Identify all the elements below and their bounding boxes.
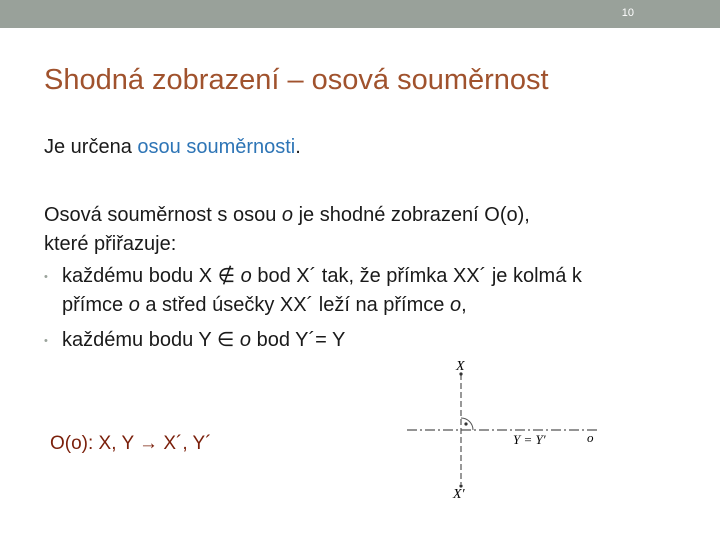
intro-line [44,135,301,159]
slide-title: Shodná zobrazení – osová souměrnost [44,64,549,96]
slide-number: 10 [621,7,634,19]
def-axis-o: o [281,204,294,226]
top-bar [0,0,720,28]
b1-l2-o2: o [449,294,462,316]
right-angle-dot [464,422,467,425]
intro-highlight: osou souměrnosti [137,136,296,158]
b2-axis-o: o [239,329,252,351]
element-symbol: ∈ [216,329,235,351]
bullet-1-line-2 [62,293,467,317]
bullet-2-line-1 [62,328,345,352]
not-element-symbol: ∉ [217,265,236,287]
intro-text: Je určena [44,136,138,158]
b2-text-a: každému bodu Y [62,329,217,351]
def-text-a: Osová souměrnost s osou [44,204,282,226]
intro-end: . [295,136,301,158]
b1-text-a: každému bodu X [62,265,218,287]
bullet-marker: • [44,271,48,283]
b2-text-c: bod Y´= Y [251,329,346,351]
b1-axis-o: o [240,265,252,287]
b1-l2-o: o [128,294,140,316]
label-axis-o: o [587,430,594,445]
b1-l2-a: přímce [62,294,129,316]
label-x-prime: X′ [453,487,465,502]
axial-symmetry-diagram [405,352,605,502]
label-y-equals-y-prime: Y = Y′ [513,432,546,447]
def-text-b: je shodné zobrazení O(o), [293,204,530,226]
b1-l2-c: , [461,294,467,316]
bullet-marker: • [44,335,48,347]
mapping-summary: O(o): X, Y → X´, Y´ [50,433,212,454]
definition-line-1 [44,203,530,227]
definition-line-2: které přiřazuje: [44,233,177,255]
bullet-1-line-1 [62,264,582,288]
label-x: X [456,359,465,374]
b1-l2-b: a střed úsečky XX´ leží na přímce [139,294,450,316]
b1-text-c: bod X´ tak, že přímka XX´ je kolmá k [251,265,582,287]
